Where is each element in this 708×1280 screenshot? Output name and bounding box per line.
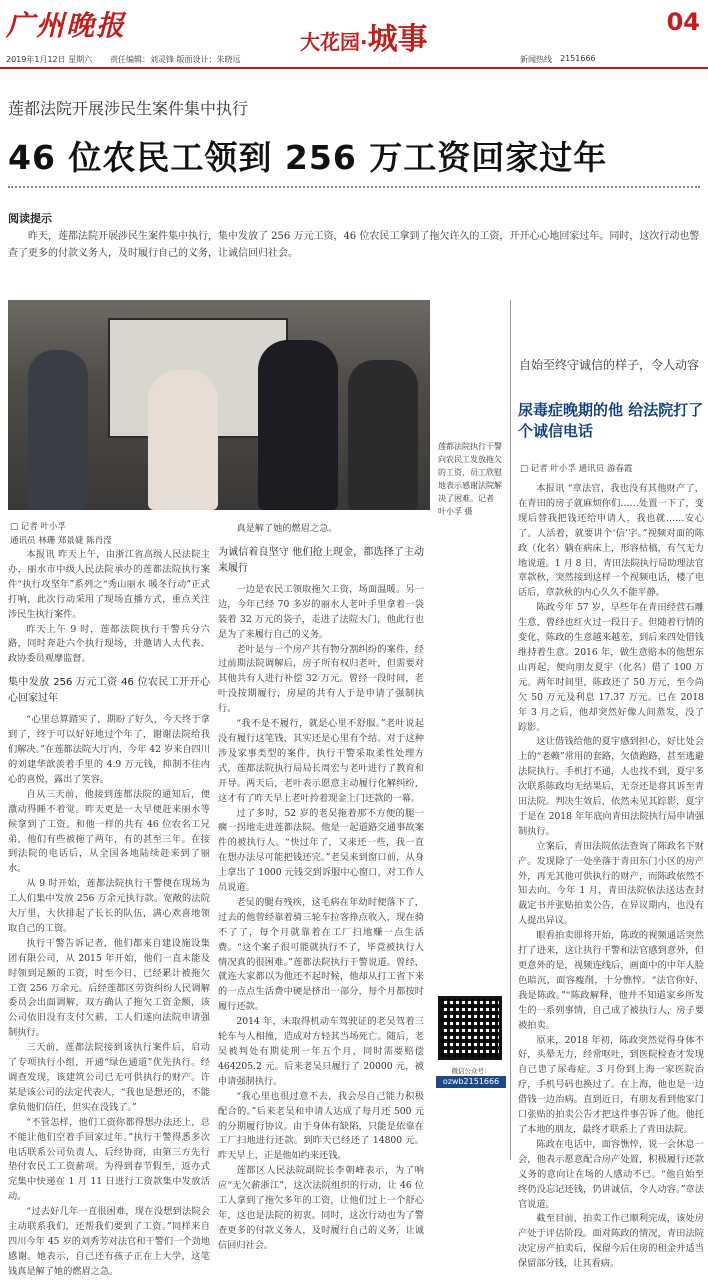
paragraph: 截至目前，拍卖工作已顺利完成，该处房产处于评估阶段。面对陈政的情况，青田法院决定房产拍卖后，保留今后住房的租金并适当保留部分钱，让其看病。 [518,1213,704,1270]
paragraph: 陈政在电话中，面容憔悴，说一会休息一会，他表示愿意配合房产处置，积极履行还款义务的意向让在场的人感动不已。“他自始至终仍没忘记还钱，仍讲诚信，令人动容。”章法官说道。 [518,1138,704,1210]
meta-bar [0,54,708,66]
article-headline: 46 位农民工领到 256 万工资回家过年 [8,138,608,177]
sidebar-divider [510,300,511,1160]
page-number: 04 [666,8,700,36]
newspaper-logo: 广州晚报 [6,9,127,42]
paragraph: 真是解了她的燃眉之急。 [236,523,338,534]
qr-label: 微信公众号： [451,1067,491,1075]
lead-label: 阅读提示 [8,212,52,225]
credit-reporter: □ 记者 叶小孚 [10,522,66,532]
paragraph: 莲都区人民法院副院长李朝峰表示，为了响应“无欠薪浙江”，这次法院组织的行动，让 46 位工人拿到了拖欠多年的工资，让他们过上一个舒心年，这也是法院的初衷。同时，这次行动也为了警查更多的付款义务人，及时履行自己的义务，让诚信回归社会。 [218,1165,424,1251]
paragraph: 原来，2018 年初，陈政突然觉得身体不好，头晕无力，经常呕吐，到医院检查才发现自己患了尿毒症。3 月份到上海一家医院治疗，手机号码也换过了。在上海，他也是一边借钱一边治病。直到近日，有朋友看到他家门口张贴的拍卖公告才把这件事告诉了他。他托了本地的朋友，最终才联系上了青田法院。 [518,1034,704,1135]
photo-figure [148,370,218,510]
issue-date: 2019年1月12日 星期六 [6,55,93,64]
qr-code [438,996,502,1060]
hotline-label: 新闻热线 [520,55,552,64]
paragraph: 一边是农民工领取拖欠工资，场面温暖。另一边，今年已经 70 多岁的丽水人老叶手里拿着一袋装着 32 万元的袋子，走进了法院大门，他此行也是为了来履行自己的义务。 [218,583,424,640]
photo-caption: 莲都法院执行干警向农民工发放拖欠的工资，员工欣慰地表示感谢法院解决了困难。记者 叶小孚 摄 [438,442,502,516]
paragraph: 执行干警告诉记者，他们都来自建设施设集团有限公司，从 2015 年开始，他们一直未能及时领到足额的工资，时至今日，已经累计被拖欠工资 256 万余元。后经莲都区劳资纠纷人民调解委员会出面调解，双方确认了拖欠工资金额，该公司依旧没有支付欠薪，工人们遂向法院申请强制执行。 [8,937,210,1039]
paragraph: “我不是不履行，就是心里不舒服。”老叶说起没有履行这笔钱，其实还是心里有个结。对于这种涉及家事类型的案件，执行干警采取柔性处理方式，莲都法院执行局局长周宏与老叶进行了教育和开导。两天后，老叶表示愿意主动履行化解纠纷，这才有了昨天早上老叶拎着现金上门还款的一幕。 [218,718,424,804]
header-rule [0,67,708,69]
article-credit [10,520,112,548]
article-kicker: 莲都法院开展涉民生案件集中执行 [8,99,249,118]
hotline-number: 2151666 [560,54,596,63]
subheading: 集中发放 256 万元工资 46 位农民工开开心心回家过年 [8,677,210,705]
paragraph: 眼看拍卖即将开始，陈政的视频通话突然打了进来，这让执行干警和法官感到意外，但更意外的是，视频连线后，画面中的中年人脸色暗沉，面容瘦削，十分憔悴。“法官你好，我是陈政。”“陈政解释，他并不知道家乡所发生的一系列事情，自己成了被执行人，房子要被拍卖。 [518,930,704,1031]
news-photo [8,300,430,510]
article-column-2 [218,522,424,1251]
section-title-main: 大花园· [300,30,368,54]
subheading: 为诚信着良坚守 他们抢上现金，都选择了主动来履行 [218,546,424,574]
photo-figure [348,360,418,510]
paragraph: 本报讯 昨天上午，由浙江省高级人民法院主办，丽水市中级人民法院承办的莲都法院执行案件“执行攻坚年”系列之“秀山丽水 暖冬行动”正式打响，此次行动采用了现场直播方式，重点关注涉民生执行案件。 [8,549,210,620]
paragraph: “过去好几年一直很困难，现在没想到法院会主动联系我们，还帮我们要到了工资。”同样来自四川今年 45 岁的刘秀芳对法官和干警们一个劲地感谢。她表示，自己还有孩子正在上大学，这笔钱真是解了她的燃眉之急。 [8,1206,210,1277]
sidebar-headline: 尿毒症晚期的他 给法院打了个诚信电话 [518,401,704,440]
paragraph: 本报讯 “章法官，我也没有其他财产了，在青田的房子就麻烦你们……处置一下了，变现后替我把钱还给申请人，我也就……安心了。人活着，就要讲个‘信’字。”视频对面的陈政（化名）躺在病床上，形容枯槁，有气无力地说道。1 月 8 日，青田法院执行局助理法官章款秋，突然接到这样一个视频电话，楼了电话后，章款秋的内心久久不能平静。 [518,483,704,599]
paragraph: 陈政今年 57 岁，早些年在青田经营石雕生意，曾经也红火过一段日子。但随着行情的变化，陈政的生意越来越差，到后来四处借钱维持着生意。2016 年，做生意赔本的他想东山再起，便向朋友夏宇（化名）借了 100 万元。两年时间里，陈政还了 50 万元，至今尚欠 50 万元及利息 17.37 万元。已在 2018 年 3 月之后，他却突然好像人间蒸发，没了踪影。 [518,602,704,733]
lead-paragraph: 昨天，莲都法院开展涉民生案件集中执行，集中发放了 256 万元工资，46 位农民工拿到了拖欠许久的工资，开开心心地回家过年。同时，这次行动也警查了更多的付款义务人，及时履行自己的义务，让诚信回归社会。 [8,231,700,259]
masthead [0,0,708,57]
headline-divider [8,186,700,188]
qr-handle: ozwb2151666 [436,1076,506,1088]
section-title [300,14,428,58]
paragraph: 三天前，莲都法院接到该执行案件后，启动了专项执行小组，开通“绿色通道”优先执行。经调查发现，该建筑公司已无可供执行的财产。许某是该公司的法定代表人，“我也是想还的，不能拿负他们信任，但实在没钱了。” [8,1042,210,1113]
paragraph: 老吴的腿有残疾，这毛病在年幼时便落下了，过去的他曾经靠着骑三轮车拉客挣点收入，现在骑不了了，每个月就靠着在工厂扫地赚一点生活费。“这个案子很可能就执行不了，毕竟被执行人情况真的很困难。”莲都法院执行干警说道。曾经，就连大家都以为他还不起时候，他却从打工省下来的一点点生活费中硬是挤出一部分，每个月都按时履行还款。 [218,896,424,1013]
paragraph: 昨天上午 9 时，莲都法院执行干警兵分六路，同时奔赴六个执行现场，并邀请人大代表、政协委员观摩监督。 [8,623,210,665]
paragraph: 自从三天前，他接到莲都法院的通知后，便激动得睡不着觉。昨天更是一大早便赶来丽水等候拿到了工资。和他一样的共有 46 位农名工兄弟，他们有些被拖了两年，有的甚至三年。在接到法院的电话后，从全国各地陆续赶来到了丽水。 [8,788,210,875]
article-column-1 [8,548,210,1277]
paragraph: 2014 年，未取得机动车驾驶证的老吴驾着三轮车与人相撞，造成对方轻其当场死亡。随后，老吴被判处有期徒刑一年五个月，同时需要赔偿 464205.2 元。后来老吴只履行了 20000 元，被申请强制执行。 [218,1016,424,1087]
credit-correspondents: 通讯员 林珊 郑景婕 陈肖滢 [10,536,112,546]
sidebar-credit: □ 记者 叶小孚 通讯员 游春霞 [520,464,633,474]
editor-credit: 责任编辑：刘灵锋 版面设计：朱晓远 [110,55,241,64]
paragraph: 老叶是与一个房产共有物分割纠纷的案件，经过前期法院调解后，房子所有权归老叶，但需要对其他共有人进行补偿 32 万元。曾经一段时间，老叶没按期履行，房屋的共有人于是申请了强制执行。 [218,643,424,715]
photo-figure [28,350,88,510]
paragraph: “我心里也很过意不去，我会尽自己能力积极配合的。”后来老吴和申请人达成了每月还 500 元的分期履行协议。由于身体有缺陷，只能是依靠在工厂扫地进行还款。到昨天已经还了 14800 元。昨天早上，正是他如约来还钱。 [218,1090,424,1162]
paragraph: 过了多时，52 岁的老吴拖着那不方便的腿一瘸一拐地走进莲都法院。他是一起道路交通事故案件的被执行人。“快过年了，又来还一些，我一直在想办法尽可能把钱还完。”老吴来到窗口前，从身上拿出了 1000 元钱交到诉服中心窗口，对工作人员说道。 [218,807,424,894]
paragraph: “不管怎样，他们工资你都得想办法还上，总不能让他们空着手回家过年。”执行干警得悉多次电话联系公司负责人，后经协商，由第三方先行垫付农民工工资薪项。为得到春节假至，返办式完集中快递在 1 月 11 日进行工资款集中发放活动。 [8,1116,210,1203]
sidebar-kicker: 自始至终守诚信的样子，令人动容 [518,358,699,372]
sidebar-column [518,482,704,1270]
paragraph: 立案后，青田法院依法查询了陈政名下财产。发现除了一处坐落于青田东门小区的房产外，再无其他可供执行的财产，而陈政依然不知去向。今年 1 月，青田法院依法送达查封裁定书并张贴拍卖公告，在异议期内，也没有人提出异议。 [518,840,704,927]
paragraph: 从 9 时开始，莲都法院执行干警便在现场为工人们集中发放 256 万余元执行款。宽敞的法院大厅里，大伙排起了长长的队伍，满心欢喜地领取自己的工资。 [8,878,210,934]
section-title-big: 城事 [367,22,428,57]
paragraph: “心里总算踏实了，期盼了好久，今天终于拿到了，终于可以好好地过个年了，谢谢法院给我们解决。”在莲都法院大厅内，今年 42 岁来自四川的刘建华歆羡着手里的 4.9 万元钱，抑制不住内心的喜悦，露出了笑容。 [8,714,210,785]
paragraph: 这让借钱给他的夏宇感到担心，好比处会上的“老赖”常用的套路，欠债跑路，甚至逃避法院执行。手机打不通，人也找不到，夏宇多次联系陈政均无结果后，无奈还是将其诉至青田法院。判决生效后，依然未见其踪影，夏宇于是在 2018 年年底向青田法院执行局申请强制执行。 [518,736,704,837]
photo-figure [258,340,338,510]
